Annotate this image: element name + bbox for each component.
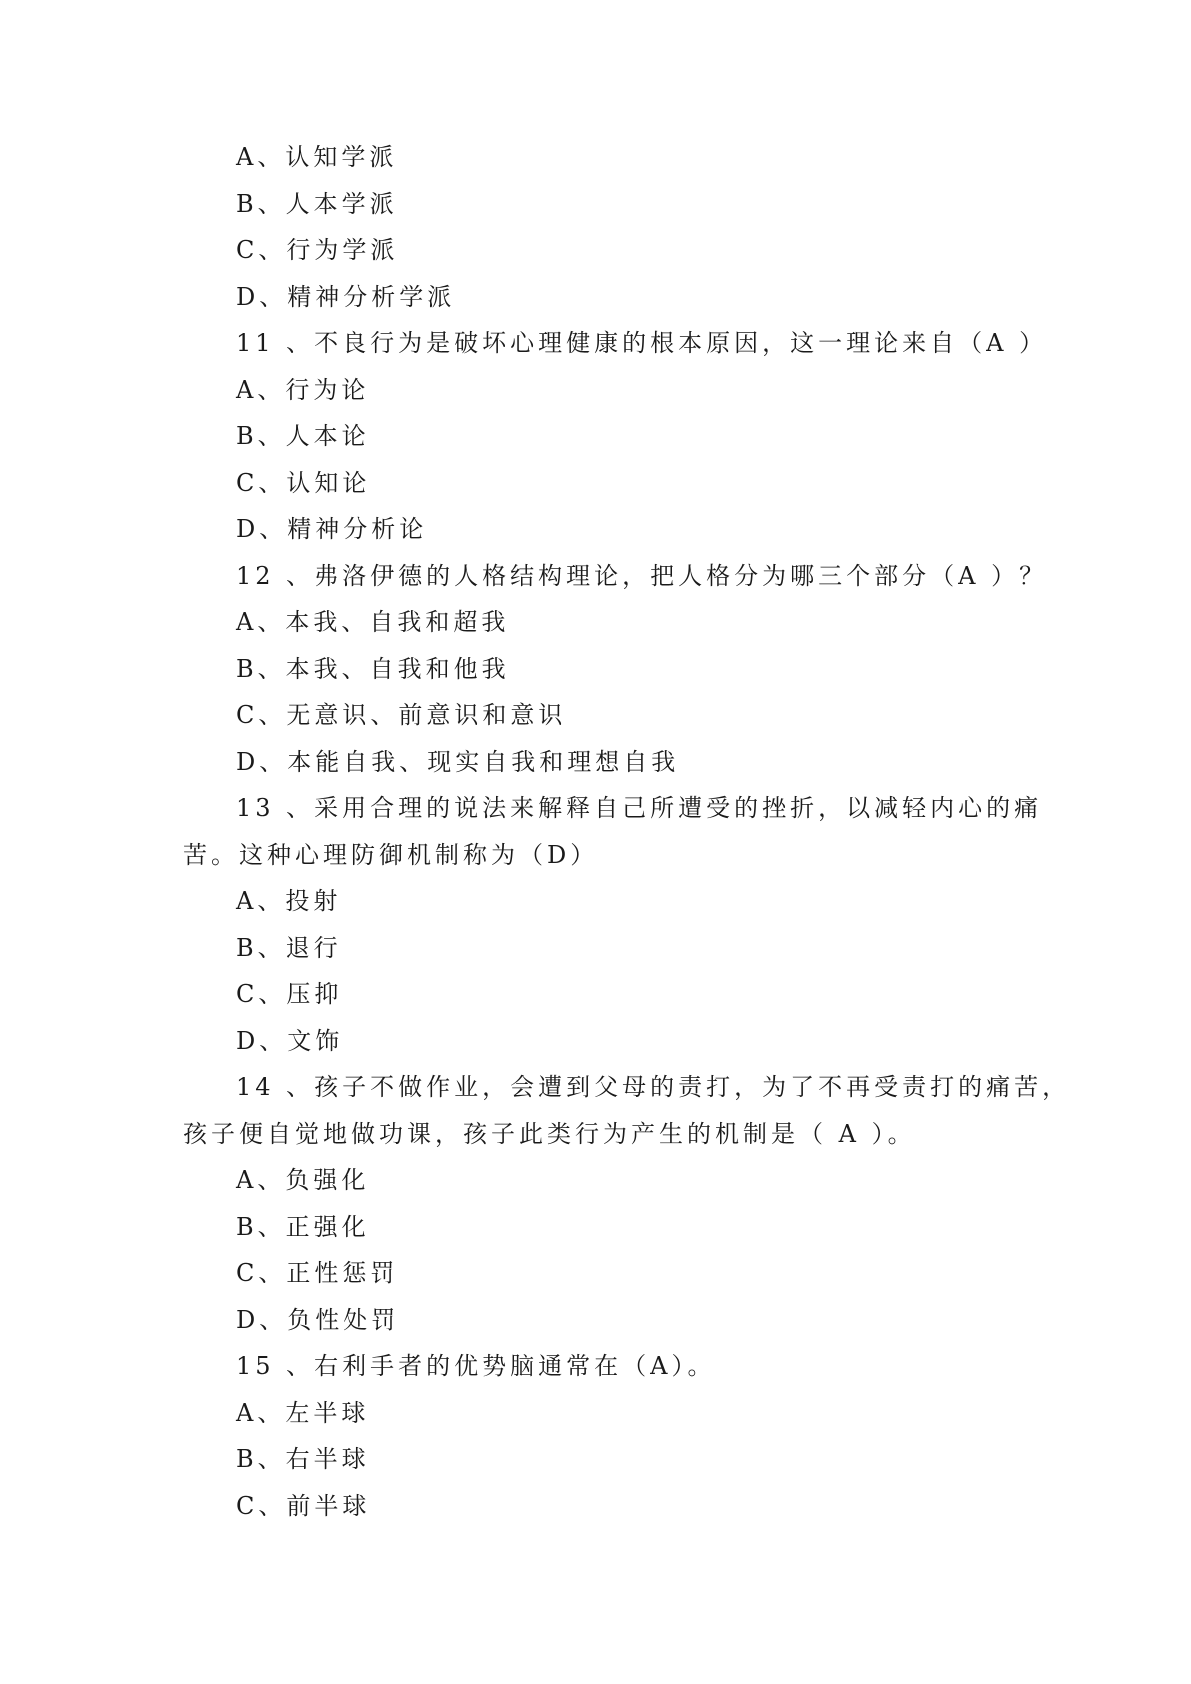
q14-option-c: C、正性惩罚	[236, 1259, 399, 1287]
q14-question-line2: 孩子便自觉地做功课，孩子此类行为产生的机制是（ A ）。	[183, 1119, 916, 1148]
q14-question-line1: 14 、孩子不做作业，会遭到父母的责打，为了不再受责打的痛苦，	[236, 1073, 1071, 1101]
q12-option-d: D、本能自我、现实自我和理想自我	[236, 747, 680, 776]
q13-option-d: D、文饰	[236, 1026, 344, 1055]
q11-option-c: C、认知论	[236, 468, 371, 497]
q13-option-b: B、退行	[236, 933, 342, 962]
q15-question: 15 、右利手者的优势脑通常在（A）。	[236, 1352, 716, 1380]
q12-option-c: C、无意识、前意识和意识	[236, 701, 567, 729]
q10-option-b: B、人本学派	[236, 189, 398, 218]
question-list	[183, 134, 1071, 1529]
q12-option-b: B、本我、自我和他我	[236, 654, 510, 683]
q11-option-b: B、人本论	[236, 422, 370, 450]
q15-option-b: B、右半球	[236, 1445, 370, 1473]
q10-option-c: C、行为学派	[236, 236, 399, 264]
q13-option-a: A、投射	[236, 887, 342, 915]
q15-option-c: C、前半球	[236, 1491, 371, 1520]
q13-question-line1: 13 、采用合理的说法来解释自己所遭受的挫折，以减轻内心的痛	[236, 794, 1043, 822]
q12-option-a: A、本我、自我和超我	[236, 608, 510, 636]
q10-option-a: A、认知学派	[236, 143, 398, 171]
q14-option-a: A、负强化	[236, 1166, 370, 1194]
q11-question: 11 、不良行为是破坏心理健康的根本原因，这一理论来自（A ）	[236, 329, 1048, 357]
q14-option-d: D、负性处罚	[236, 1305, 400, 1334]
q13-question-line2: 苦。这种心理防御机制称为（D）	[183, 840, 599, 869]
q15-option-a: A、左半球	[236, 1398, 370, 1427]
q11-option-d: D、精神分析论	[236, 515, 428, 543]
q10-option-d: D、精神分析学派	[236, 282, 456, 311]
q14-option-b: B、正强化	[236, 1212, 370, 1241]
q11-option-a: A、行为论	[236, 375, 370, 404]
q12-question: 12 、弗洛伊德的人格结构理论，把人格分为哪三个部分（A ）？	[236, 561, 1048, 590]
q13-option-c: C、压抑	[236, 980, 343, 1008]
